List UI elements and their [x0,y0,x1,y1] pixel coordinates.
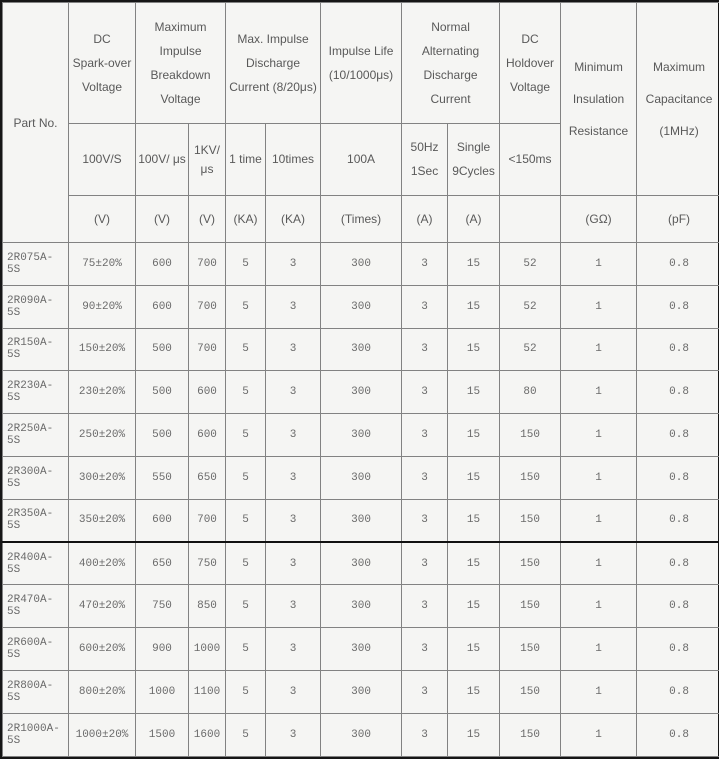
header-normal-alternating-discharge-current [402,3,500,124]
table-row [3,628,719,671]
header-line: Minimum [563,58,634,77]
cond-100a [321,124,402,196]
value-cell: 15 [448,499,500,542]
part-no-cell: 2R470A-5S [3,585,69,628]
part-no-cell: 2R800A-5S [3,670,69,713]
header-line: Alternating [404,42,497,61]
unit-ka-10times: (KA) [266,196,321,243]
value-cell: 5 [226,371,266,414]
header-line: Maximum [639,58,719,77]
value-cell: 500 [136,371,189,414]
table-row [3,371,719,414]
header-line: Current (8/20μs) [228,78,318,97]
value-cell: 1100 [189,670,226,713]
part-no-cell: 2R1000A-5S [3,713,69,756]
header-line: Spark-over [71,54,133,73]
table-header [3,3,719,243]
spec-table [2,2,719,757]
table-row [3,456,719,499]
value-cell: 5 [226,585,266,628]
value-cell: 5 [226,670,266,713]
header-line: 100A [323,150,399,169]
header-row-groups [3,3,719,124]
table-row [3,542,719,585]
value-cell: 600 [136,499,189,542]
value-cell: 0.8 [637,499,719,542]
table-row [3,499,719,542]
value-cell: 700 [189,328,226,371]
value-cell: 1000 [189,628,226,671]
value-cell: 1 [561,243,637,286]
value-cell: 3 [266,670,321,713]
header-dc-holdover-voltage [500,3,561,124]
value-cell: 600 [136,243,189,286]
value-cell: 15 [448,414,500,457]
value-cell: 3 [266,542,321,585]
header-line: Resistance [563,122,634,141]
value-cell: 750 [189,542,226,585]
value-cell: 3 [266,371,321,414]
value-cell: 15 [448,328,500,371]
cond-less-150ms [500,124,561,196]
value-cell: 90±20% [69,285,136,328]
header-max-impulse-discharge-current [226,3,321,124]
value-cell: 300 [321,628,402,671]
value-cell: 1 [561,542,637,585]
header-line: Single [450,138,497,157]
part-no-cell: 2R250A-5S [3,414,69,457]
header-line: 1Sec [404,162,445,181]
value-cell: 150 [500,670,561,713]
part-no-cell: 2R230A-5S [3,371,69,414]
value-cell: 150 [500,456,561,499]
header-impulse-life [321,3,402,124]
value-cell: 600 [136,285,189,328]
header-line: Discharge [404,66,497,85]
value-cell: 3 [402,285,448,328]
value-cell: 1 [561,628,637,671]
value-cell: 3 [402,713,448,756]
value-cell: 300 [321,243,402,286]
value-cell: 650 [189,456,226,499]
header-line: 9Cycles [450,162,497,181]
table-row [3,713,719,756]
value-cell: 1 [561,371,637,414]
value-cell: 470±20% [69,585,136,628]
value-cell: 750 [136,585,189,628]
value-cell: 500 [136,328,189,371]
header-max-impulse-breakdown-voltage [136,3,226,124]
value-cell: 300 [321,371,402,414]
value-cell: 600 [189,371,226,414]
table-row [3,243,719,286]
value-cell: 300 [321,670,402,713]
value-cell: 5 [226,328,266,371]
header-line: DC [502,30,558,49]
header-part-no: Part No. [3,3,69,243]
unit-v-1kvus: (V) [189,196,226,243]
header-line: Capacitance [639,90,719,109]
cond-50hz-1sec [402,124,448,196]
value-cell: 15 [448,542,500,585]
part-no-cell: 2R350A-5S [3,499,69,542]
header-line: Voltage [71,78,133,97]
value-cell: 80 [500,371,561,414]
value-cell: 3 [266,285,321,328]
header-line: Holdover [502,54,558,73]
value-cell: 1 [561,328,637,371]
cond-single-9cycles [448,124,500,196]
value-cell: 0.8 [637,670,719,713]
value-cell: 1 [561,713,637,756]
value-cell: 1 [561,414,637,457]
value-cell: 1 [561,499,637,542]
value-cell: 5 [226,285,266,328]
header-line: 10times [268,150,318,169]
value-cell: 0.8 [637,285,719,328]
value-cell: 550 [136,456,189,499]
value-cell: 3 [402,670,448,713]
value-cell: 3 [266,456,321,499]
value-cell: 3 [266,414,321,457]
unit-times: (Times) [321,196,402,243]
value-cell: 0.8 [637,585,719,628]
value-cell: 3 [266,499,321,542]
value-cell: 1500 [136,713,189,756]
value-cell: 15 [448,371,500,414]
value-cell: 5 [226,456,266,499]
value-cell: 350±20% [69,499,136,542]
value-cell: 15 [448,628,500,671]
value-cell: 500 [136,414,189,457]
value-cell: 300 [321,414,402,457]
cond-100v-per-s [69,124,136,196]
header-line: Voltage [138,90,223,109]
part-no-cell: 2R150A-5S [3,328,69,371]
value-cell: 3 [266,585,321,628]
part-no-cell: 2R400A-5S [3,542,69,585]
part-no-cell: 2R300A-5S [3,456,69,499]
value-cell: 5 [226,243,266,286]
value-cell: 0.8 [637,542,719,585]
header-line: (1MHz) [639,122,719,141]
value-cell: 5 [226,414,266,457]
value-cell: 3 [266,628,321,671]
header-line: 1KV/ [191,141,223,160]
value-cell: 5 [226,499,266,542]
value-cell: 5 [226,628,266,671]
value-cell: 3 [402,371,448,414]
value-cell: 15 [448,585,500,628]
header-line: Current [404,90,497,109]
header-line: Discharge [228,54,318,73]
table-body [3,243,719,757]
value-cell: 15 [448,456,500,499]
header-minimum-insulation-resistance [561,3,637,196]
value-cell: 230±20% [69,371,136,414]
unit-pf: (pF) [637,196,719,243]
value-cell: 3 [266,243,321,286]
value-cell: 3 [402,499,448,542]
header-line: 100V/S [71,150,133,169]
value-cell: 3 [402,243,448,286]
value-cell: 15 [448,670,500,713]
value-cell: 15 [448,713,500,756]
value-cell: 650 [136,542,189,585]
value-cell: 0.8 [637,456,719,499]
value-cell: 0.8 [637,328,719,371]
table-row [3,414,719,457]
value-cell: 250±20% [69,414,136,457]
table-row [3,328,719,371]
value-cell: 15 [448,243,500,286]
value-cell: 400±20% [69,542,136,585]
value-cell: 52 [500,243,561,286]
header-line: 1 time [228,150,263,169]
value-cell: 1 [561,456,637,499]
value-cell: 300 [321,542,402,585]
unit-gohm: (GΩ) [561,196,637,243]
value-cell: 1000 [136,670,189,713]
value-cell: 1000±20% [69,713,136,756]
header-dc-spark-over-voltage [69,3,136,124]
value-cell: 1 [561,585,637,628]
value-cell: 600 [189,414,226,457]
value-cell: 3 [266,713,321,756]
table-row [3,585,719,628]
header-line: Insulation [563,90,634,109]
value-cell: 1 [561,670,637,713]
value-cell: 150 [500,585,561,628]
part-no-cell: 2R075A-5S [3,243,69,286]
table-row [3,285,719,328]
value-cell: 150±20% [69,328,136,371]
value-cell: 150 [500,628,561,671]
header-line: <150ms [502,150,558,169]
value-cell: 1 [561,285,637,328]
unit-ka-1time: (KA) [226,196,266,243]
value-cell: 3 [402,414,448,457]
value-cell: 700 [189,285,226,328]
value-cell: 3 [402,328,448,371]
value-cell: 0.8 [637,243,719,286]
header-line: DC [71,30,133,49]
part-no-cell: 2R600A-5S [3,628,69,671]
value-cell: 0.8 [637,713,719,756]
unit-a-single: (A) [448,196,500,243]
value-cell: 0.8 [637,414,719,457]
value-cell: 0.8 [637,628,719,671]
value-cell: 15 [448,285,500,328]
value-cell: 600±20% [69,628,136,671]
value-cell: 700 [189,243,226,286]
value-cell: 300 [321,499,402,542]
cond-1-time [226,124,266,196]
value-cell: 150 [500,713,561,756]
value-cell: 900 [136,628,189,671]
cond-100v-per-us [136,124,189,196]
header-line: Impulse [138,42,223,61]
value-cell: 52 [500,328,561,371]
value-cell: 150 [500,542,561,585]
header-line: 100V/ μs [138,150,186,169]
value-cell: 300±20% [69,456,136,499]
value-cell: 300 [321,713,402,756]
value-cell: 3 [402,628,448,671]
value-cell: 700 [189,499,226,542]
value-cell: 300 [321,456,402,499]
value-cell: 800±20% [69,670,136,713]
header-line: Normal [404,18,497,37]
value-cell: 5 [226,713,266,756]
value-cell: 5 [226,542,266,585]
value-cell: 1600 [189,713,226,756]
value-cell: 300 [321,285,402,328]
header-line: Impulse Life [323,42,399,61]
header-line: Voltage [502,78,558,97]
value-cell: 300 [321,328,402,371]
header-line: Maximum [138,18,223,37]
cond-1kv-per-us [189,124,226,196]
unit-holdover-empty [500,196,561,243]
value-cell: 3 [402,456,448,499]
header-maximum-capacitance [637,3,719,196]
header-line: 50Hz [404,138,445,157]
unit-v-sparkover: (V) [69,196,136,243]
table-row [3,670,719,713]
value-cell: 300 [321,585,402,628]
unit-v-100vus: (V) [136,196,189,243]
part-no-cell: 2R090A-5S [3,285,69,328]
unit-a-50hz: (A) [402,196,448,243]
value-cell: 850 [189,585,226,628]
value-cell: 150 [500,499,561,542]
header-line: μs [191,160,223,179]
header-row-units [3,196,719,243]
header-line: Max. Impulse [228,30,318,49]
value-cell: 3 [402,542,448,585]
value-cell: 0.8 [637,371,719,414]
value-cell: 75±20% [69,243,136,286]
value-cell: 3 [266,328,321,371]
header-line: (10/1000μs) [323,66,399,85]
value-cell: 150 [500,414,561,457]
header-line: Breakdown [138,66,223,85]
value-cell: 3 [402,585,448,628]
value-cell: 52 [500,285,561,328]
cond-10-times [266,124,321,196]
